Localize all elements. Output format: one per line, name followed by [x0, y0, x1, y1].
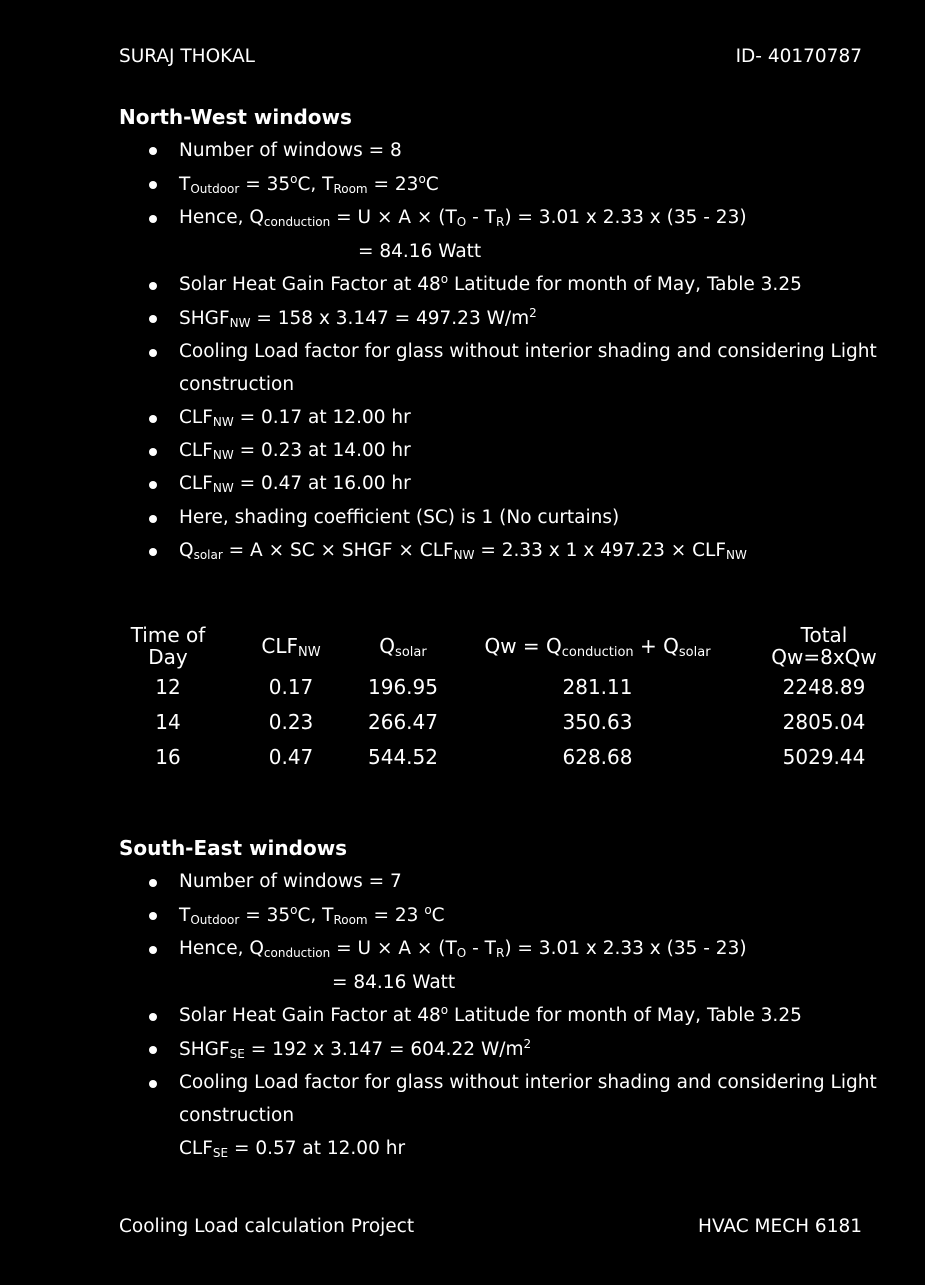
table-cell-qsolar: 266.47: [368, 710, 438, 734]
table-cell-clf: 0.17: [268, 675, 314, 699]
se-conduction-result: = 84.16 Watt: [332, 972, 456, 993]
bullet-icon: [149, 946, 157, 954]
table-cell-time: 12: [155, 675, 181, 699]
table-header-total: Total Qw=8xQw: [771, 623, 877, 669]
nw-conduction-result: = 84.16 Watt: [358, 241, 482, 262]
nw-conduction-formula: Hence, $Q_{conduction} = U \times A \times (T_O - T_R) = 3.01$ x 2.33 x (35 - 23): [179, 207, 747, 229]
se-clf-description: Cooling Load factor for glass without interior shading and considering Light: [179, 1072, 877, 1093]
nw-clf-description-cont: construction: [179, 374, 295, 395]
section-title-south-east: South-East windows: [119, 836, 348, 860]
table-header-qw: $Qw = Q_{conduction} + Q_{solar}$: [484, 634, 711, 660]
se-windows-count: Number of windows = 7: [179, 871, 402, 892]
bullet-icon: [149, 415, 157, 423]
footer-course: HVAC MECH 6181: [698, 1216, 862, 1237]
header-author: SURAJ THOKAL: [119, 46, 255, 67]
nw-clf-16: $CLF_{NW} = 0.47$ at 16.00 hr: [179, 473, 411, 495]
bullet-icon: [149, 515, 157, 523]
nw-clf-description: Cooling Load factor for glass without interior shading and considering Light: [179, 341, 877, 362]
nw-shgf-value: $SHGF_{NW} = 158$ x 3.147 = 497.23 $W/m^2$: [179, 306, 537, 330]
nw-windows-count: Number of windows = 8: [179, 140, 402, 161]
table-header-clf: $CLF_{NW}$: [261, 634, 321, 660]
nw-qsolar-formula: $Q_{solar} = A$ × SC × SHGF × $CLF_{NW} = 2.33$ x 1 x $497.23 \times CLF_{NW}$: [179, 540, 747, 562]
bullet-icon: [149, 181, 157, 189]
se-clf-description-cont: construction: [179, 1105, 295, 1126]
table-header-time: Time of Day: [130, 623, 206, 669]
nw-shading-coefficient: Here, shading coefficient (SC) is 1 (No curtains): [179, 507, 620, 528]
table-cell-total: 2248.89: [782, 675, 866, 699]
table-cell-clf: 0.47: [268, 745, 314, 769]
se-shgf-value: $SHGF_{SE} = 192$ x 3.147 = 604.22 $W/m^2$: [179, 1037, 532, 1061]
bullet-icon: [149, 215, 157, 223]
bullet-icon: [149, 481, 157, 489]
table-cell-qw: 628.68: [562, 745, 633, 769]
bullet-icon: [149, 879, 157, 887]
bullet-icon: [149, 1013, 157, 1021]
section-title-north-west: North-West windows: [119, 105, 352, 129]
table-cell-time: 14: [155, 710, 181, 734]
bullet-icon: [149, 315, 157, 323]
footer-project: Cooling Load calculation Project: [119, 1216, 415, 1237]
table-cell-total: 2805.04: [782, 710, 866, 734]
table-cell-time: 16: [155, 745, 181, 769]
table-cell-qw: 350.63: [562, 710, 633, 734]
se-conduction-formula: Hence, $Q_{conduction} = U \times A \times (T_O - T_R) = 3.01$ x 2.33 x (35 - 23): [179, 938, 747, 960]
bullet-icon: [149, 1080, 157, 1088]
table-cell-qsolar: 196.95: [368, 675, 438, 699]
se-shgf-factor: Solar Heat Gain Factor at 48$^o$ Latitude for month of May, Table 3.25: [179, 1003, 802, 1026]
table-header-qsolar: $Q_{solar}$: [379, 634, 427, 660]
se-clf-12: $CLF_{SE} = 0.57$ at 12.00 hr: [179, 1138, 406, 1160]
table-cell-qw: 281.11: [562, 675, 633, 699]
nw-clf-14: $CLF_{NW} = 0.23$ at 14.00 hr: [179, 440, 411, 462]
header-id: ID- 40170787: [735, 46, 862, 67]
bullet-icon: [149, 912, 157, 920]
se-temperatures: $T_{Outdoor} = 35^oC$, $T_{Room} = 23$ $^o$C: [179, 903, 445, 927]
nw-temperatures: $T_{Outdoor} = 35^oC$, $T_{Room} = 23^oC$: [179, 172, 439, 196]
bullet-icon: [149, 548, 157, 556]
nw-shgf-factor: Solar Heat Gain Factor at 48$^o$ Latitude for month of May, Table 3.25: [179, 272, 802, 295]
bullet-icon: [149, 349, 157, 357]
table-cell-total: 5029.44: [782, 745, 866, 769]
bullet-icon: [149, 1046, 157, 1054]
bullet-icon: [149, 448, 157, 456]
table-cell-qsolar: 544.52: [368, 745, 438, 769]
bullet-icon: [149, 282, 157, 290]
table-cell-clf: 0.23: [268, 710, 314, 734]
bullet-icon: [149, 147, 157, 155]
nw-clf-12: $CLF_{NW} = 0.17$ at 12.00 hr: [179, 407, 411, 429]
